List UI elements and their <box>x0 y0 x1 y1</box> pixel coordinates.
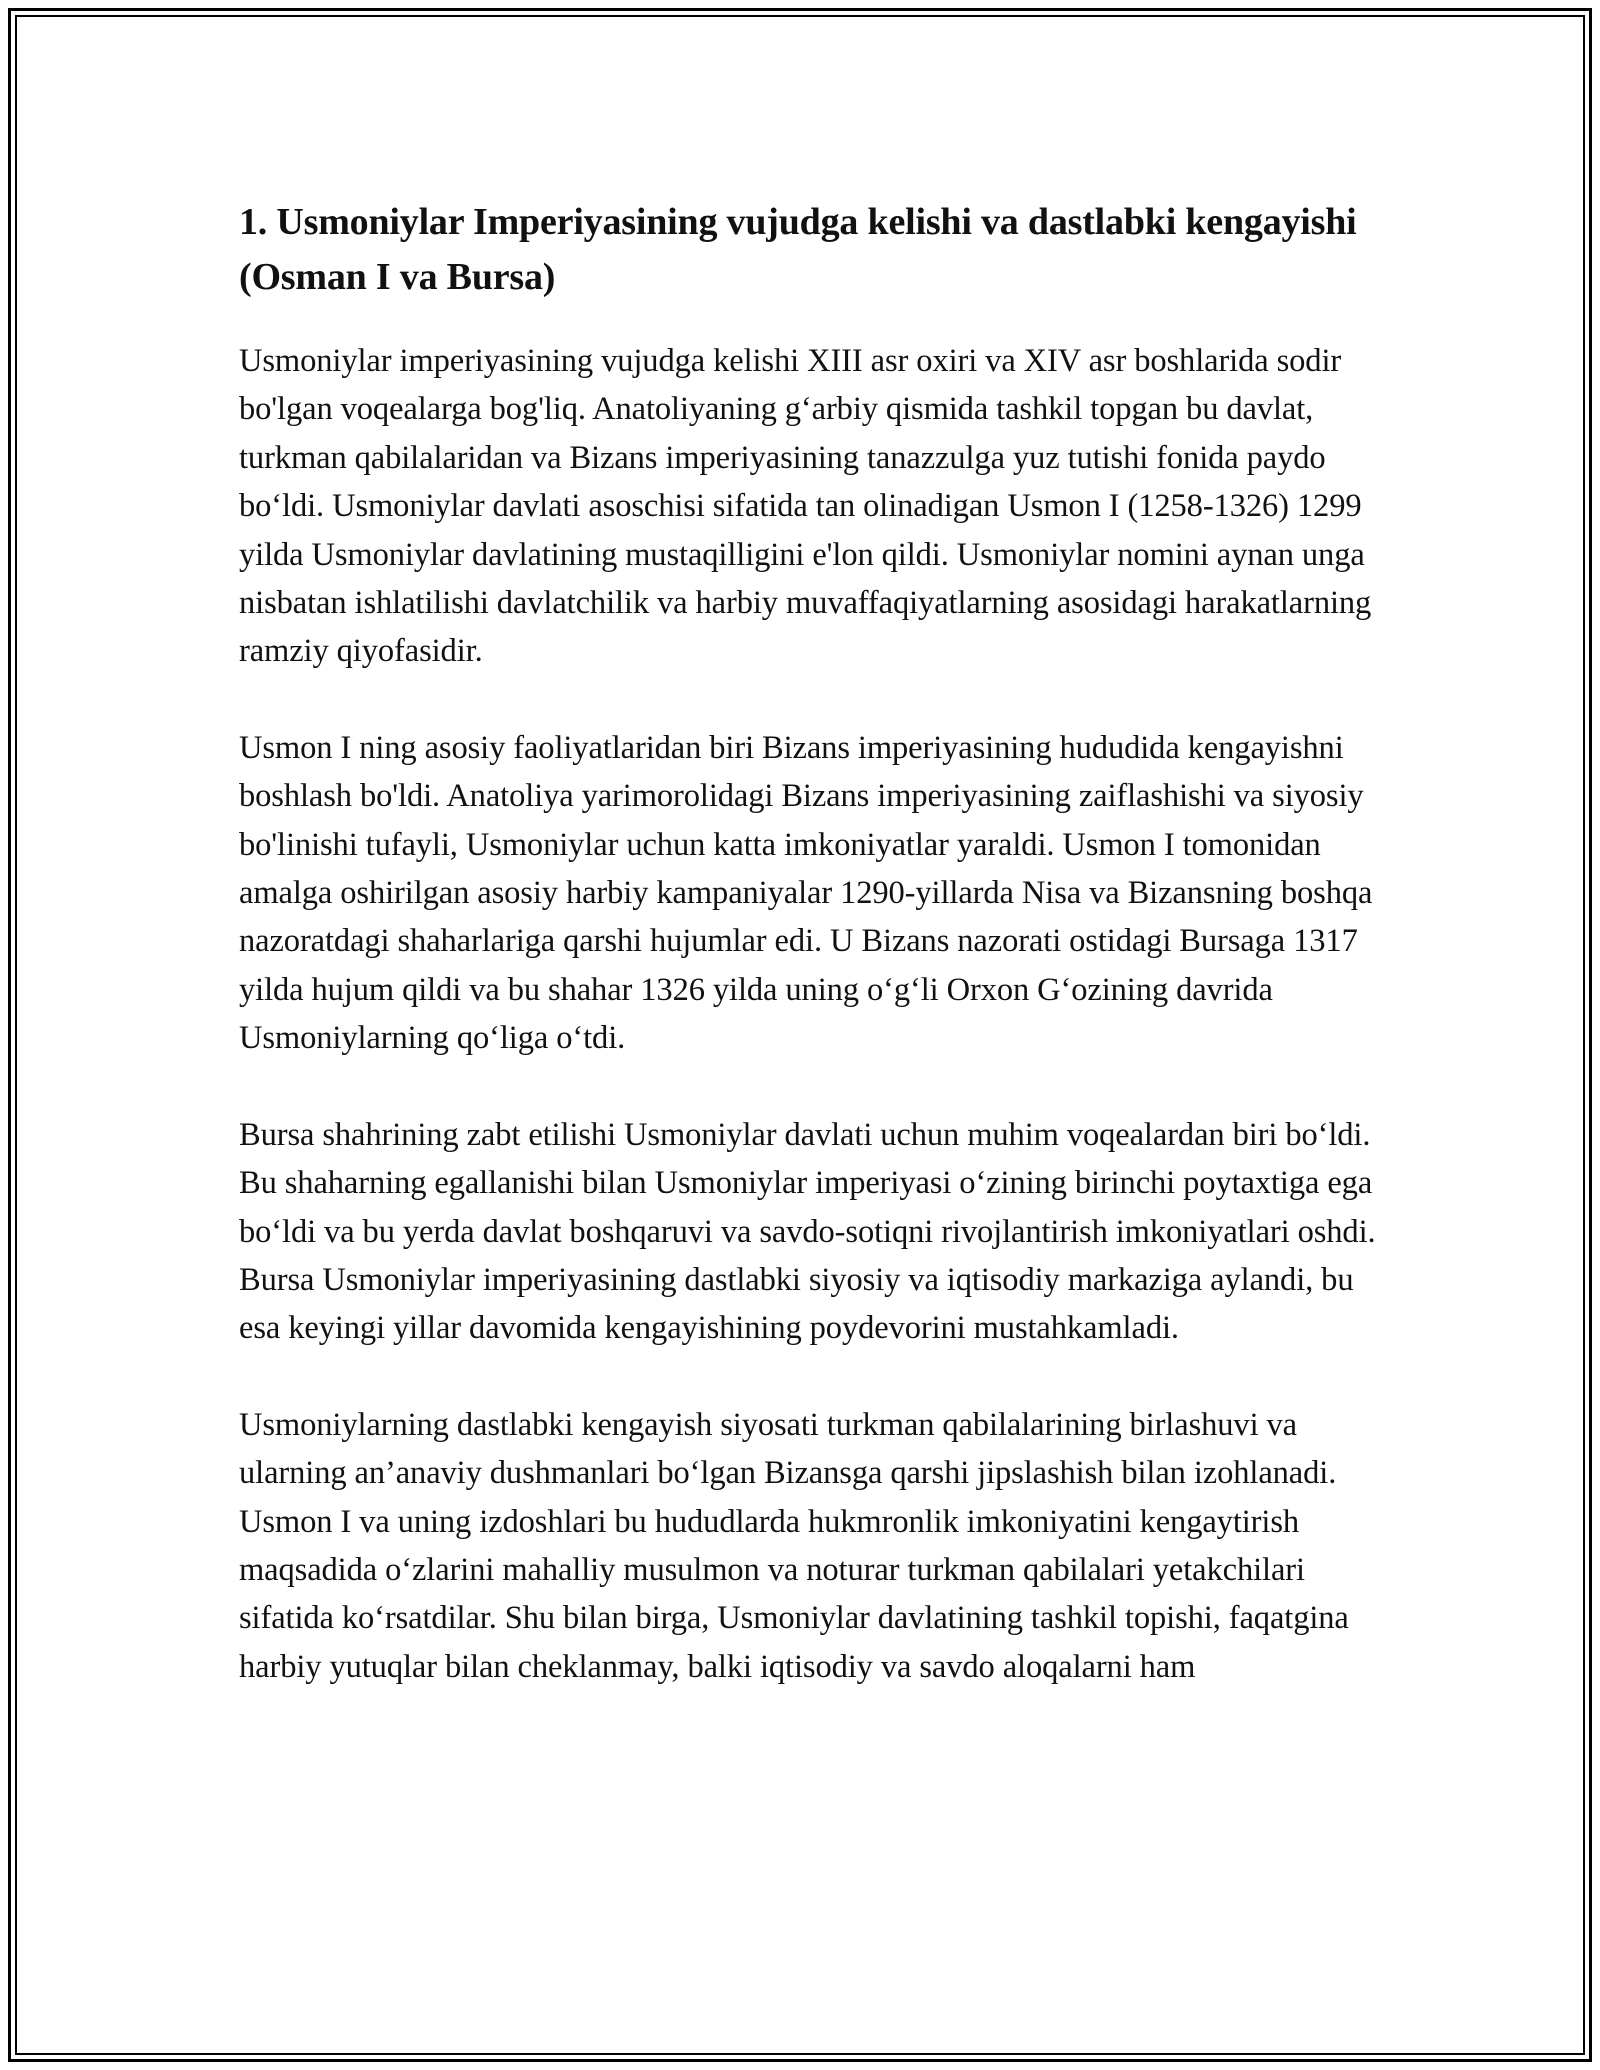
paragraph-1: Usmoniylar imperiyasining vujudga kelishi XIII asr oxiri va XIV asr boshlarida sodir bo'lgan voqealarga bog'liq. Anatoliyaning g‘arbiy qismida tashkil topgan bu davlat, turkman qabilalaridan va Bizans imperiyasining tanazzulga yuz tutishi fonida paydo bo‘ldi. Usmoniylar davlati asoschisi sifatida tan olinadigan Usmon I (1258-1326) 1299 yilda Usmoniylar davlatining mustaqilligini e'lon qildi. Usmoniylar nomini aynan unga nisbatan ishlatilishi davlatchilik va harbiy muvaffaqiyatlarning asosidagi harakatlarning ramziy qiyofasidir. <box>239 343 1372 670</box>
page-border-inner <box>15 15 1585 2055</box>
paragraph-3: Bursa shahrining zabt etilishi Usmoniylar davlati uchun muhim voqealardan biri bo‘ldi. Bu shaharning egallanishi bilan Usmoniylar imperiyasi o‘zining birinchi poytaxtiga ega bo‘ldi va bu yerda davlat boshqaruvi va savdo-sotiqni rivojlantirish imkoniyatlari oshdi. Bursa Usmoniylar imperiyasining dastlabki siyosiy va iqtisodiy markaziga aylandi, bu esa keyingi yillar davomida kengayishining poydevorini mustahkamladi. <box>239 1116 1376 1347</box>
page-border <box>8 8 1592 2062</box>
paragraph-2: Usmon I ning asosiy faoliyatlaridan biri Bizans imperiyasining hududida kengayishni boshlash bo'ldi. Anatoliya yarimorolidagi Bizans imperiyasining zaiflashishi va siyosiy bo'linishi tufayli, Usmoniylar uchun katta imkoniyatlar yaraldi. Usmon I tomonidan amalga oshirilgan asosiy harbiy kampaniyalar 1290-yillarda Nisa va Bizansning boshqa nazoratdagi shaharlariga qarshi hujumlar edi. U Bizans nazorati ostidagi Bursaga 1317 yilda hujum qildi va bu shahar 1326 yilda uning o‘g‘li Orxon G‘ozining davrida Usmoniylarning qo‘liga o‘tdi. <box>239 729 1373 1057</box>
paragraph-4: Usmoniylarning dastlabki kengayish siyosati turkman qabilalarining birlashuvi va ularning an’anaviy dushmanlari bo‘lgan Bizansga qarshi jipslashish bilan izohlanadi. Usmon I va uning izdoshlari bu hududlarda hukmronlik imkoniyatini kengaytirish maqsadida o‘zlarini mahalliy musulmon va noturar turkman qabilalari yetakchilari sifatida ko‘rsatdilar. Shu bilan birga, Usmoniylar davlatining tashkil topishi, faqatgina harbiy yutuqlar bilan cheklanmay, balki iqtisodiy va savdo aloqalarni ham <box>239 1406 1349 1685</box>
section-heading: 1. Usmoniylar Imperiyasining vujudga kelishi va dastlabki kengayishi (Osman I va Bursa) <box>239 201 1357 298</box>
document-body <box>239 195 1389 1691</box>
